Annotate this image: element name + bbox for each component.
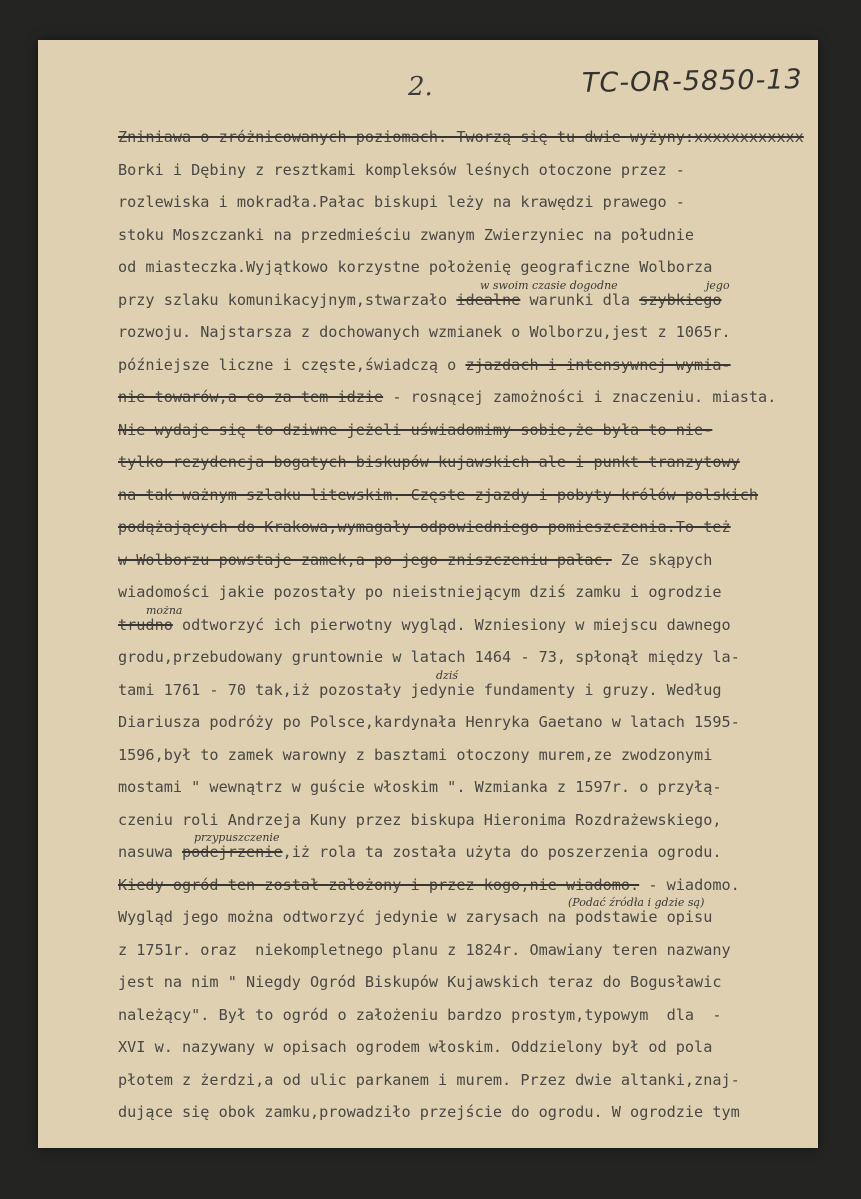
struck-text: trudno <box>118 615 173 634</box>
handwritten-note: dziś <box>436 668 458 682</box>
line-text: rozlewiska i mokradła.Pałac biskupi leży na krawędzi prawego - <box>118 193 685 211</box>
text-line <box>118 642 818 675</box>
struck-text: Nie wydaje się to dziwne jeżeli uświadomimy sobie,że była to nie- <box>118 420 713 439</box>
typescript-text <box>118 122 818 1130</box>
text-line <box>118 350 818 383</box>
text-line <box>118 772 818 805</box>
line-text: ,iż rola ta została użyta do poszerzenia ogrodu. <box>282 843 722 861</box>
text-line <box>118 278 818 318</box>
line-text: płotem z żerdzi,a od ulic parkanem i murem. Przez dwie altanki,znaj- <box>118 1070 740 1089</box>
line-text: grodu,przebudowany gruntownie w latach 1464 - 73, spłonął między la- <box>118 648 740 666</box>
struck-text: podążających do Krakowa,wymagały odpowiedniego pomieszczenia.To też <box>118 518 731 536</box>
text-line <box>118 1065 818 1098</box>
line-text: XVI w. nazywany w opisach ogrodem włoskim. Oddzielony był od pola <box>118 1038 713 1056</box>
line-text: mostami " wewnątrz w guście włoskim ". Wzmianka z 1597r. o przyłą- <box>118 778 722 796</box>
line-text: wiadomości jakie pozostały po nieistniejącym dziś zamku i ogrodzie <box>118 583 722 601</box>
struck-text: idealne <box>456 290 521 309</box>
line-text: Borki i Dębiny z resztkami kompleksów leśnych otoczone przez - <box>118 160 685 179</box>
struck-text: szybkiego <box>639 290 722 309</box>
text-line <box>118 220 818 253</box>
handwritten-note: (Podać źródła i gdzie są) <box>568 896 705 909</box>
text-line <box>118 1032 818 1065</box>
line-text: stoku Moszczanki na przedmieściu zwanym Zwierzyniec na południe <box>118 225 695 244</box>
struck-text: tylko rezydencja bogatych biskupów kujawskich ale i punkt tranzytowy <box>118 453 740 471</box>
line-text: późniejsze liczne i częste,świadczą o <box>118 355 466 374</box>
text-line <box>118 512 818 545</box>
text-line <box>118 447 818 480</box>
text-line <box>118 740 818 773</box>
text-line <box>118 1097 818 1130</box>
handwritten-note: przypuszczenie <box>194 831 280 844</box>
line-text: od miasteczka.Wyjątkowo korzystne położenię geograficzne Wolborza <box>118 258 713 276</box>
text-line <box>118 1000 818 1033</box>
line-text: Wygląd jego można odtworzyć jedynie w zarysach na podstawie opisu <box>118 908 713 926</box>
text-line <box>118 935 818 968</box>
line-text: dujące się obok zamku,prowadziło przejście do ogrodu. W ogrodzie tym <box>118 1103 740 1121</box>
line-text: - wiadomo. <box>639 875 740 894</box>
struck-text: w Wolborzu powstaje zamek,a po jego zniszczeniu pałac. <box>118 550 612 569</box>
line-text: jest na nim " Niegdy Ogród Biskupów Kujawskich teraz do Bogusławic <box>118 973 722 991</box>
archive-code: TC-OR-5850-13 <box>581 64 803 99</box>
line-text: tami 1761 - 70 tak,iż pozostały jedynie fundamenty i gruzy. Według <box>118 680 722 699</box>
line-text: 1596,był to zamek warowny z basztami otoczony murem,ze zwodzonymi <box>118 745 713 764</box>
text-line <box>118 415 818 448</box>
handwritten-note: można <box>146 603 183 617</box>
text-line <box>118 831 818 870</box>
text-line <box>118 603 818 643</box>
text-line <box>118 480 818 513</box>
text-line <box>118 577 818 610</box>
struck-text: podejrzenie <box>182 843 283 861</box>
handwritten-note: w swoim czasie dogodne <box>480 278 618 292</box>
line-text: czeniu roli Andrzeja Kuny przez biskupa Hieronima Rozdrażewskiego, <box>118 810 722 829</box>
line-text: rozwoju. Najstarsza z dochowanych wzmianek o Wolborzu,jest z 1065r. <box>118 323 731 341</box>
text-line <box>118 707 818 740</box>
line-text: warunki dla <box>520 290 640 309</box>
text-line <box>118 668 818 708</box>
struck-text: na tak ważnym szlaku litewskim. Częste zjazdy i pobyty królów polskich <box>118 485 759 504</box>
text-line <box>118 870 818 903</box>
line-text: Diariusza podróży po Polsce,kardynała Henryka Gaetano w latach 1595- <box>118 713 740 731</box>
text-line <box>118 317 818 350</box>
struck-text: Zniniawa o zróżnicowanych poziomach. Tworzą się tu dwie wyżyny:xxxxxxxxxxxx <box>118 128 804 146</box>
text-line <box>118 545 818 578</box>
text-line <box>118 122 818 155</box>
text-line <box>118 155 818 188</box>
line-text: należący". Był to ogród o założeniu bardzo prostym,typowym dla - <box>118 1005 722 1024</box>
text-line <box>118 382 818 415</box>
text-line <box>118 967 818 1000</box>
struck-text: zjazdach i intensywnej wymia- <box>465 355 731 374</box>
struck-text: nie towarów,a co za tem idzie <box>118 388 384 406</box>
line-text: odtworzyć ich pierwotny wygląd. Wzniesiony w miejscu dawnego <box>172 615 731 634</box>
struck-text: Kiedy ogród ten został założony i przez kogo,nie wiadomo. <box>118 875 640 894</box>
handwritten-note: jego <box>706 278 730 292</box>
line-text: przy szlaku komunikacyjnym,stwarzało <box>118 290 457 309</box>
line-text: z 1751r. oraz niekompletnego planu z 1824r. Omawiany teren nazwany <box>118 940 731 959</box>
text-line <box>118 187 818 220</box>
line-text: Ze skąpych <box>611 550 713 569</box>
line-text: - rosnącej zamożności i znaczeniu. miasta. <box>383 388 777 406</box>
text-line <box>118 896 818 935</box>
line-text: nasuwa <box>118 843 183 861</box>
page-number: 2. <box>408 72 433 102</box>
